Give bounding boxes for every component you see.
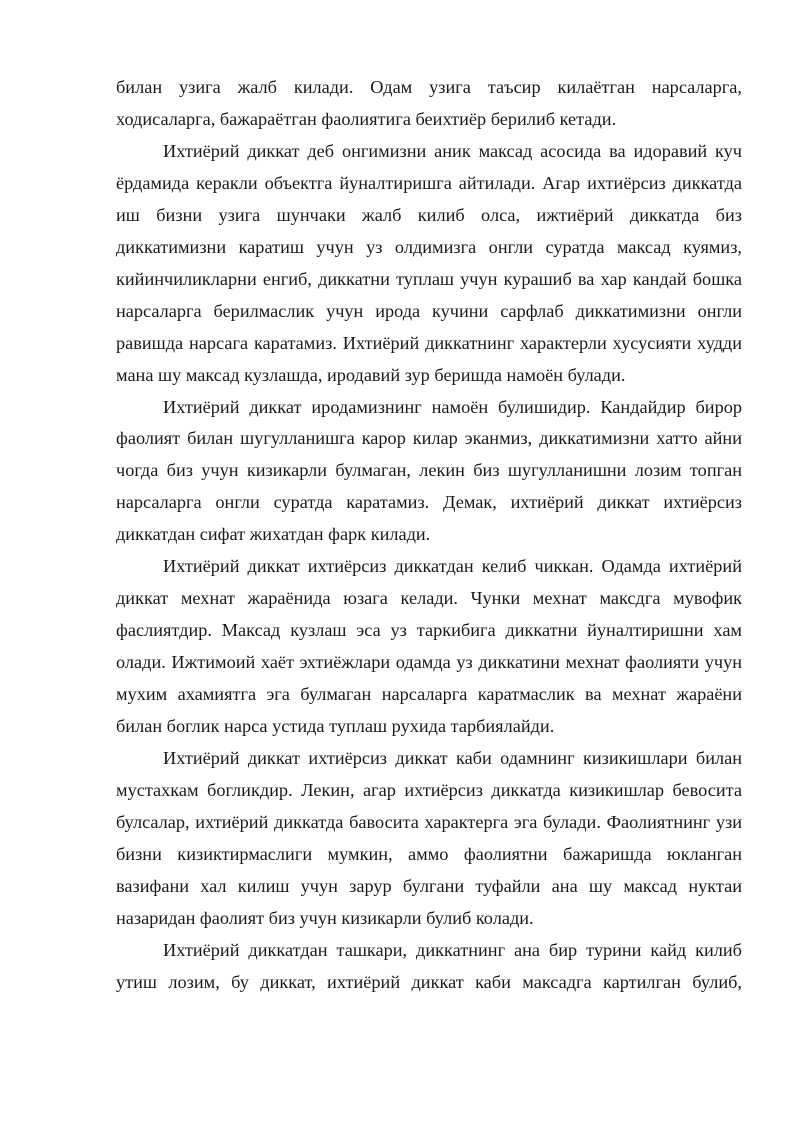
paragraph-continuation: билан узига жалб килади. Одам узига таъсир килаётган нарсаларга, ходисаларга, бажараётган фаолиятига беихтиёр берилиб кетади. xyxy=(116,77,742,129)
document-body xyxy=(116,72,742,999)
paragraph-voluntary-attention-will: Ихтиёрий диккат иродамизнинг намоён булишидир. Кандайдир бирор фаолият билан шугулланишга карор килар эканмиз, диккатимизни хатто айни чогда биз учун кизикарли булмаган, лекин биз шугулланишни лозим топган нарсаларга онгли суратда каратамиз. Демак, ихтиёрий диккат ихтиёрсиз диккатдан сифат жихатдан фарк килади. xyxy=(116,396,742,545)
paragraph-voluntary-attention-definition: Ихтиёрий диккат деб онгимизни аник максад асосида ва идоравий куч ёрдамида керакли объектга йуналтиришга айтилади. Агар ихтиёрсиз диккатда иш бизни узига шунчаки жалб килиб олса, ижтиёрий диккатда биз диккатимизни каратиш учун уз олдимизга онгли суратда максад куямиз, кийинчиликларни енгиб, диккатни туплаш учун курашиб ва хар кандай бошка нарсаларга берилмаслик учун ирода кучини сарфлаб диккатимизни онгли равишда нарсага каратамиз. Ихтиёрий диккатнинг характерли хусусияти худди мана шу максад кузлашда, иродавий зур беришда намоён булади. xyxy=(116,140,742,385)
paragraph-another-type: Ихтиёрий диккатдан ташкари, диккатнинг ана бир турини кайд килиб утиш лозим, бу диккат, ихтиёрий диккат каби максадга картилган булиб, xyxy=(116,939,742,992)
paragraph-voluntary-attention-interests: Ихтиёрий диккат ихтиёрсиз диккат каби одамнинг кизикишлари билан мустахкам богликдир. Лекин, агар ихтиёрсиз диккатда кизикишлар бевосита булсалар, ихтиёрий диккатда бавосита характерга эга булади. Фаолиятнинг узи бизни кизиктирмаслиги мумкин, аммо фаолиятни бажаришда юкланган вазифани хал килиш учун зарур булгани туфайли ана шу максад нуктаи назаридан фаолият биз учун кизикарли булиб колади. xyxy=(116,748,742,928)
paragraph-voluntary-attention-origin: Ихтиёрий диккат ихтиёрсиз диккатдан келиб чиккан. Одамда ихтиёрий диккат мехнат жараёнида юзага келади. Чунки мехнат максдга мувофик фаслиятдир. Максад кузлаш эса уз таркибига диккатни йуналтиришни хам олади. Ижтимоий хаёт эхтиёжлари одамда уз диккатини мехнат фаолияти учун мухим ахамиятга эга булмаган нарсаларга каратмаслик ва мехнат жараёни билан боглик нарса устида туплаш рухида тарбиялайди. xyxy=(116,556,742,737)
